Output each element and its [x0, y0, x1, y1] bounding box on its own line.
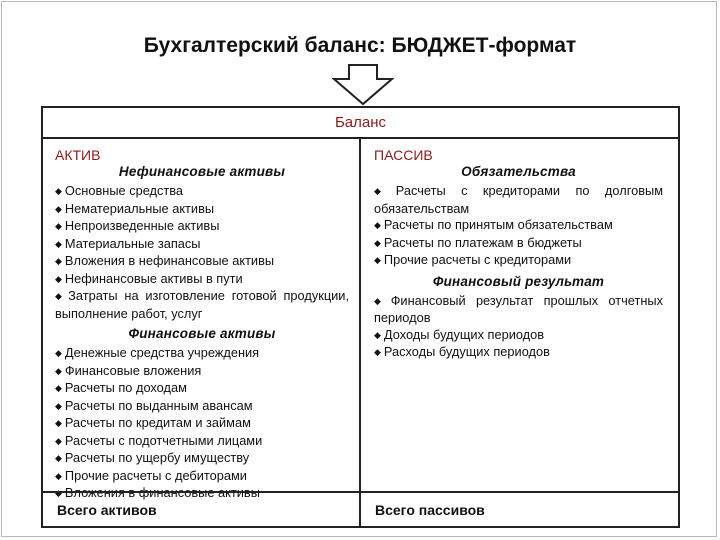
list-item: [55, 345, 349, 363]
list-item-text: Финансовые вложения: [64, 362, 202, 378]
diamond-bullet-icon: ◆: [55, 418, 62, 428]
assets-sections: [55, 163, 349, 503]
list-item: [374, 183, 663, 217]
diamond-bullet-icon: ◆: [374, 220, 381, 230]
list-item: [55, 450, 349, 468]
diamond-bullet-icon: ◆: [55, 488, 62, 498]
balance-header: Баланс: [43, 108, 678, 139]
list-item: [55, 253, 349, 271]
list-item: [55, 415, 349, 433]
diamond-bullet-icon: ◆: [55, 400, 62, 411]
diamond-bullet-icon: ◆: [374, 186, 393, 196]
total-liabilities-label: Всего пассивов: [375, 501, 485, 518]
list-item: [374, 344, 663, 362]
list-item: [55, 288, 349, 322]
diamond-bullet-icon: ◆: [55, 256, 62, 266]
section-title: Финансовые активы: [128, 326, 276, 341]
list-item-text: Вложения в финансовые активы: [64, 485, 260, 500]
liabilities-heading: ПАССИВ: [374, 147, 433, 163]
diamond-bullet-icon: ◆: [374, 295, 388, 306]
page-title: Бухгалтерский баланс: БЮДЖЕТ-формат: [143, 34, 577, 57]
list-item-text: Расчеты по выданным авансам: [64, 397, 253, 413]
section-title: Финансовый результат: [432, 273, 605, 289]
liabilities-sections: [374, 163, 663, 362]
list-item-text: Основные средства: [64, 183, 184, 198]
section-list: [374, 293, 663, 362]
section-title: Обязательства: [461, 164, 576, 179]
diamond-bullet-icon: ◆: [55, 238, 62, 249]
list-item-text: Нефинансовые активы в пути: [64, 270, 243, 286]
list-item-text: Затраты на изготовление готовой продукции, выполнение работ, услуг: [55, 288, 349, 321]
list-item: [55, 363, 349, 381]
list-item-text: Расчеты по платежам в бюджеты: [383, 234, 582, 250]
list-item: [55, 236, 349, 254]
balance-table: [41, 106, 680, 528]
section-list: [374, 183, 663, 270]
total-assets-label: Всего активов: [43, 493, 361, 526]
list-item: [374, 217, 663, 235]
section-list: [55, 183, 349, 322]
diamond-bullet-icon: ◆: [55, 365, 62, 376]
list-item: [55, 380, 349, 398]
diamond-bullet-icon: ◆: [374, 237, 381, 248]
list-item-text: Расчеты по ущербу имуществу: [64, 450, 250, 465]
diamond-bullet-icon: ◆: [55, 435, 62, 446]
diamond-bullet-icon: ◆: [55, 383, 62, 393]
list-item-text: Расходы будущих периодов: [383, 344, 550, 359]
list-item-text: Прочие расчеты с кредиторами: [383, 252, 572, 267]
list-item-text: Финансовый результат прошлых отчетных периодов: [374, 292, 663, 325]
diamond-bullet-icon: ◆: [374, 255, 381, 265]
list-item: [55, 183, 349, 201]
list-item-text: Денежные средства учреждения: [64, 345, 260, 360]
diamond-bullet-icon: ◆: [374, 329, 381, 340]
list-item-text: Материальные запасы: [64, 235, 201, 251]
diamond-bullet-icon: ◆: [55, 348, 62, 358]
diamond-bullet-icon: ◆: [55, 291, 66, 301]
list-item: [374, 293, 663, 327]
list-item-text: Доходы будущих периодов: [383, 326, 545, 342]
diamond-bullet-icon: ◆: [374, 347, 381, 357]
diamond-bullet-icon: ◆: [55, 203, 62, 214]
list-item-text: Непроизведенные активы: [64, 218, 220, 233]
list-item-text: Прочие расчеты с дебиторами: [64, 467, 247, 483]
list-item: [55, 271, 349, 289]
list-item-text: Расчеты с кредиторами по долговым обязательствам: [374, 183, 663, 216]
list-item: [374, 327, 663, 345]
list-item: [55, 433, 349, 451]
diamond-bullet-icon: ◆: [55, 453, 62, 463]
list-item-text: Расчеты по кредитам и займам: [64, 415, 251, 430]
list-item: [55, 218, 349, 236]
list-item: [374, 252, 663, 270]
diamond-bullet-icon: ◆: [55, 221, 62, 231]
diamond-bullet-icon: ◆: [55, 186, 62, 196]
list-item-text: Расчеты с подотчетными лицами: [64, 432, 263, 448]
section-title: Нефинансовые активы: [118, 164, 286, 179]
list-item: [374, 235, 663, 253]
assets-heading: АКТИВ: [55, 147, 101, 163]
list-item: [55, 398, 349, 416]
diamond-bullet-icon: ◆: [55, 470, 62, 481]
assets-column: [43, 139, 361, 500]
list-item-text: Расчеты по доходам: [64, 380, 187, 395]
list-item: [55, 201, 349, 219]
list-item-text: Вложения в нефинансовые активы: [64, 253, 275, 268]
liabilities-column: [361, 139, 678, 491]
list-item: [55, 468, 349, 486]
diamond-bullet-icon: ◆: [55, 273, 62, 284]
list-item-text: Расчеты по принятым обязательствам: [383, 217, 613, 232]
totals-row: [43, 491, 678, 526]
list-item-text: Нематериальные активы: [64, 200, 215, 216]
section-list: [55, 345, 349, 503]
down-arrow-icon: [332, 64, 394, 106]
